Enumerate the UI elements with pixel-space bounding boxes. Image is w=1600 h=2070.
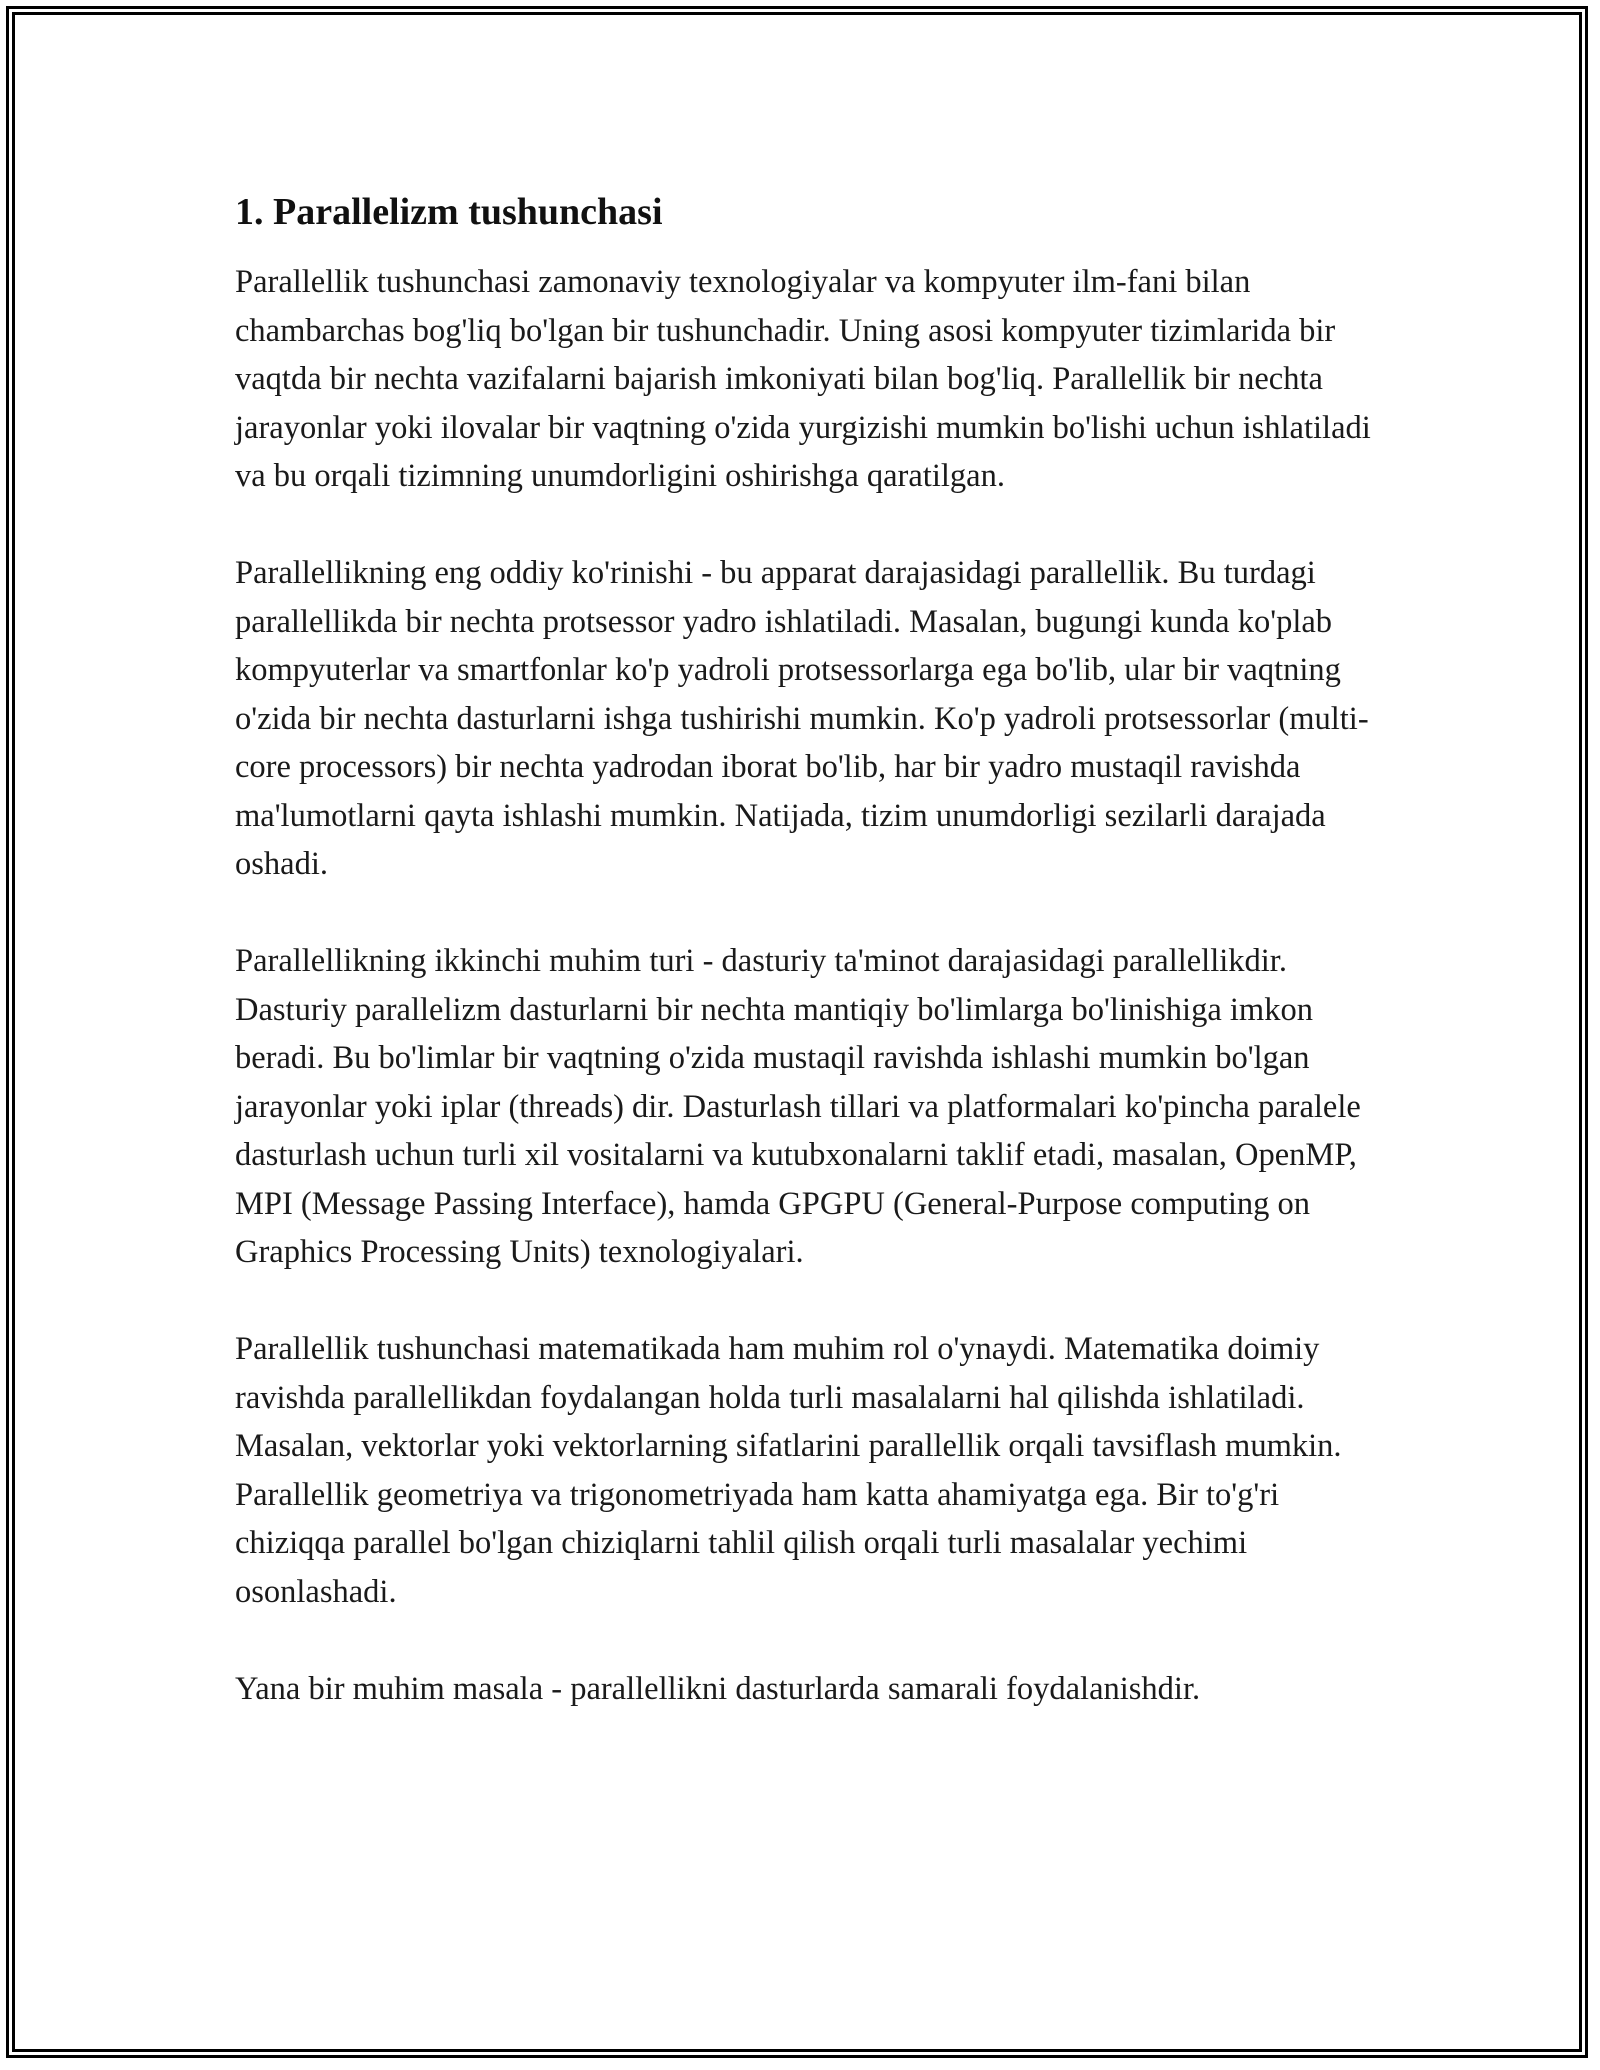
document-body xyxy=(235,188,1385,1713)
paragraph-1: Parallellik tushunchasi zamonaviy texnologiyalar va kompyuter ilm-fani bilan chambarchas bog'liq bo'lgan bir tushunchadir. Uning asosi kompyuter tizimlarida bir vaqtda bir nechta vazifalarni bajarish imkoniyati bilan bog'liq. Parallellik bir nechta jarayonlar yoki ilovalar bir vaqtning o'zida yurgizishi mumkin bo'lishi uchun ishlatiladi va bu orqali tizimning unumdorligini oshirishga qaratilgan. xyxy=(235,264,1371,494)
section-heading: 1. Parallelizm tushunchasi xyxy=(235,191,663,233)
paragraph-5: Yana bir muhim masala - parallellikni dasturlarda samarali foydalanishdir. xyxy=(235,1670,1201,1707)
paragraph-4: Parallellik tushunchasi matematikada ham muhim rol o'ynaydi. Matematika doimiy ravishda parallellikdan foydalangan holda turli masalalarni hal qilishda ishlatiladi. Masalan, vektorlar yoki vektorlarning sifatlarini parallellik orqali tavsiflash mumkin. Parallellik geometriya va trigonometriyada ham katta ahamiyatga ega. Bir to'g'ri chiziqqa parallel bo'lgan chiziqlarni tahlil qilish orqali turli masalalar yechimi osonlashadi. xyxy=(235,1331,1342,1610)
paragraph-2: Parallellikning eng oddiy ko'rinishi - bu apparat darajasidagi parallellik. Bu turdagi parallellikda bir nechta protsessor yadro ishlatiladi. Masalan, bugungi kunda ko'plab kompyuterlar va smartfonlar ko'p yadroli protsessorlarga ega bo'lib, ular bir vaqtning o'zida bir nechta dasturlarni ishga tushirishi mumkin. Ko'p yadroli protsessorlar (multi-core processors) bir nechta yadrodan iborat bo'lib, har bir yadro mustaqil ravishda ma'lumotlarni qayta ishlashi mumkin. Natijada, tizim unumdorligi sezilarli darajada oshadi. xyxy=(235,555,1369,882)
paragraph-3: Parallellikning ikkinchi muhim turi - dasturiy ta'minot darajasidagi parallellikdir. Dasturiy parallelizm dasturlarni bir nechta mantiqiy bo'limlarga bo'linishiga imkon beradi. Bu bo'limlar bir vaqtning o'zida mustaqil ravishda ishlashi mumkin bo'lgan jarayonlar yoki iplar (threads) dir. Dasturlash tillari va platformalari ko'pincha paralele dasturlash uchun turli xil vositalarni va kutubxonalarni taklif etadi, masalan, OpenMP, MPI (Message Passing Interface), hamda GPGPU (General-Purpose computing on Graphics Processing Units) texnologiyalari. xyxy=(235,943,1361,1270)
